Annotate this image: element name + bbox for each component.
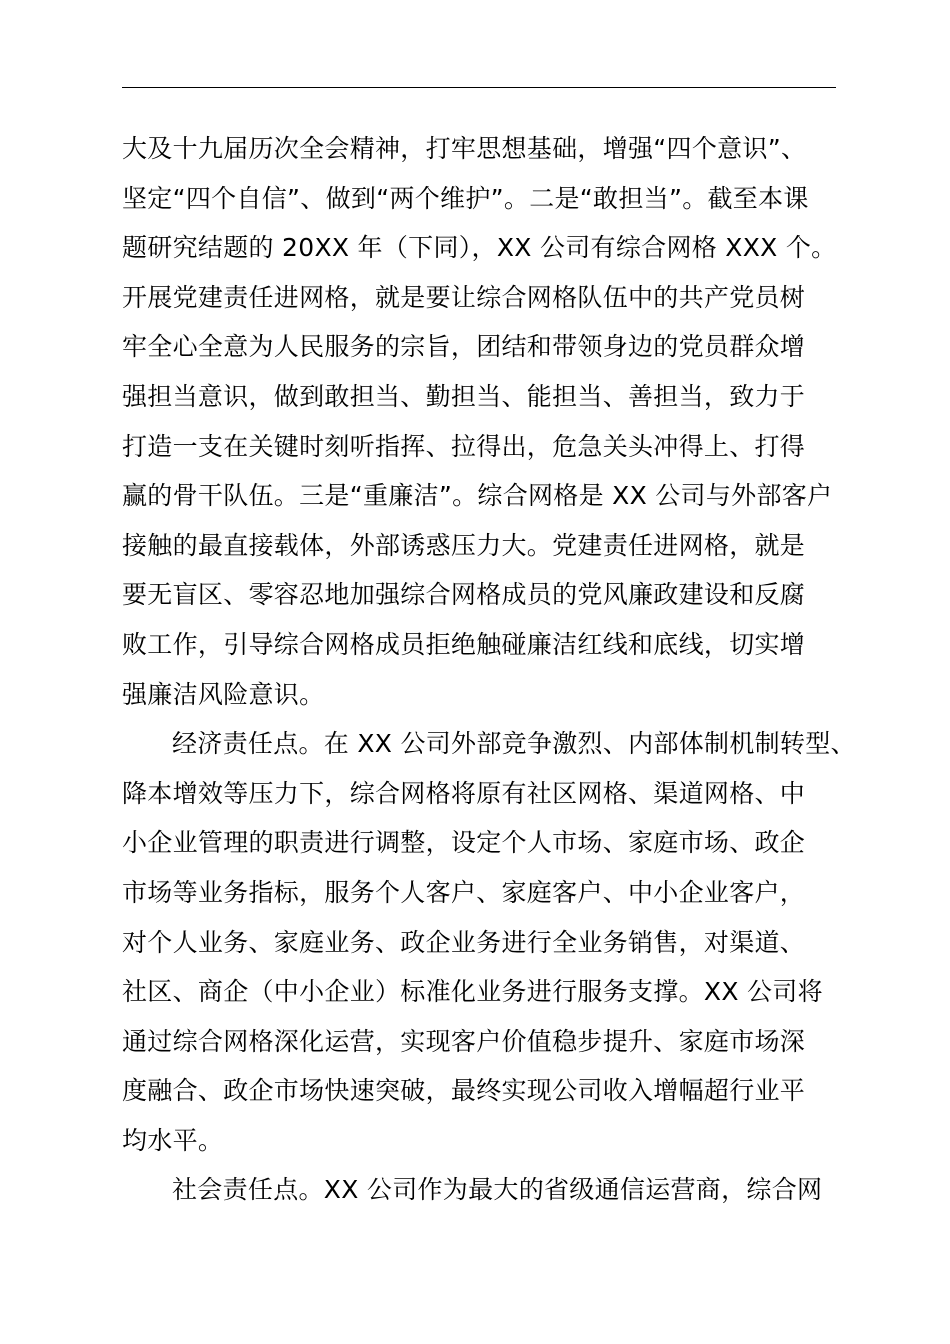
text-line: 强担当意识，做到敢担当、勤担当、能担当、善担当，致力于 [122,381,806,411]
text-line: 度融合、政企市场快速突破，最终实现公司收入增幅超行业平 [122,1076,806,1106]
text-line: 市场等业务指标，服务个人客户、家庭客户、中小企业客户， [122,877,806,907]
text-line: 败工作，引导综合网格成员拒绝触碰廉洁红线和底线，切实增 [122,629,806,659]
paragraph-social-responsibility [122,1165,882,1215]
text-line: 牢全心全意为人民服务的宗旨，团结和带领身边的党员群众增 [122,332,806,362]
text-line: 降本增效等压力下，综合网格将原有社区网格、渠道网格、中 [122,778,806,808]
document-body [122,124,882,1215]
text-line: 题研究结题的 20XX 年（下同），XX 公司有综合网格 XXX 个。 [122,233,837,263]
text-line: 均水平。 [122,1125,224,1155]
text-line: 对个人业务、家庭业务、政企业务进行全业务销售，对渠道、 [122,927,806,957]
text-line: 通过综合网格深化运营，实现客户价值稳步提升、家庭市场深 [122,1026,806,1056]
text-line: 经济责任点。在 XX 公司外部竞争激烈、内部体制机制转型、 [172,729,856,759]
paragraph [122,124,882,719]
text-line: 强廉洁风险意识。 [122,679,325,709]
text-line: 接触的最直接载体，外部诱惑压力大。党建责任进网格，就是 [122,530,806,560]
paragraph-economic-responsibility [122,719,882,1165]
text-line: 坚定“四个自信”、做到“两个维护”。二是“敢担当”。截至本课 [122,183,809,213]
text-line: 社会责任点。XX 公司作为最大的省级通信运营商，综合网 [172,1175,823,1205]
text-line: 打造一支在关键时刻听指挥、拉得出，危急关头冲得上、打得 [122,431,806,461]
text-line: 大及十九届历次全会精神，打牢思想基础，增强“四个意识”、 [122,134,807,163]
text-line: 赢的骨干队伍。三是“重廉洁”。综合网格是 XX 公司与外部客户 [122,481,833,511]
header-rule [122,87,836,88]
text-line: 社区、商企（中小企业）标准化业务进行服务支撑。XX 公司将 [122,977,823,1007]
text-line: 小企业管理的职责进行调整，设定个人市场、家庭市场、政企 [122,828,806,858]
text-line: 要无盲区、零容忍地加强综合网格成员的党风廉政建设和反腐 [122,580,806,610]
text-line: 开展党建责任进网格，就是要让综合网格队伍中的共产党员树 [122,282,806,312]
